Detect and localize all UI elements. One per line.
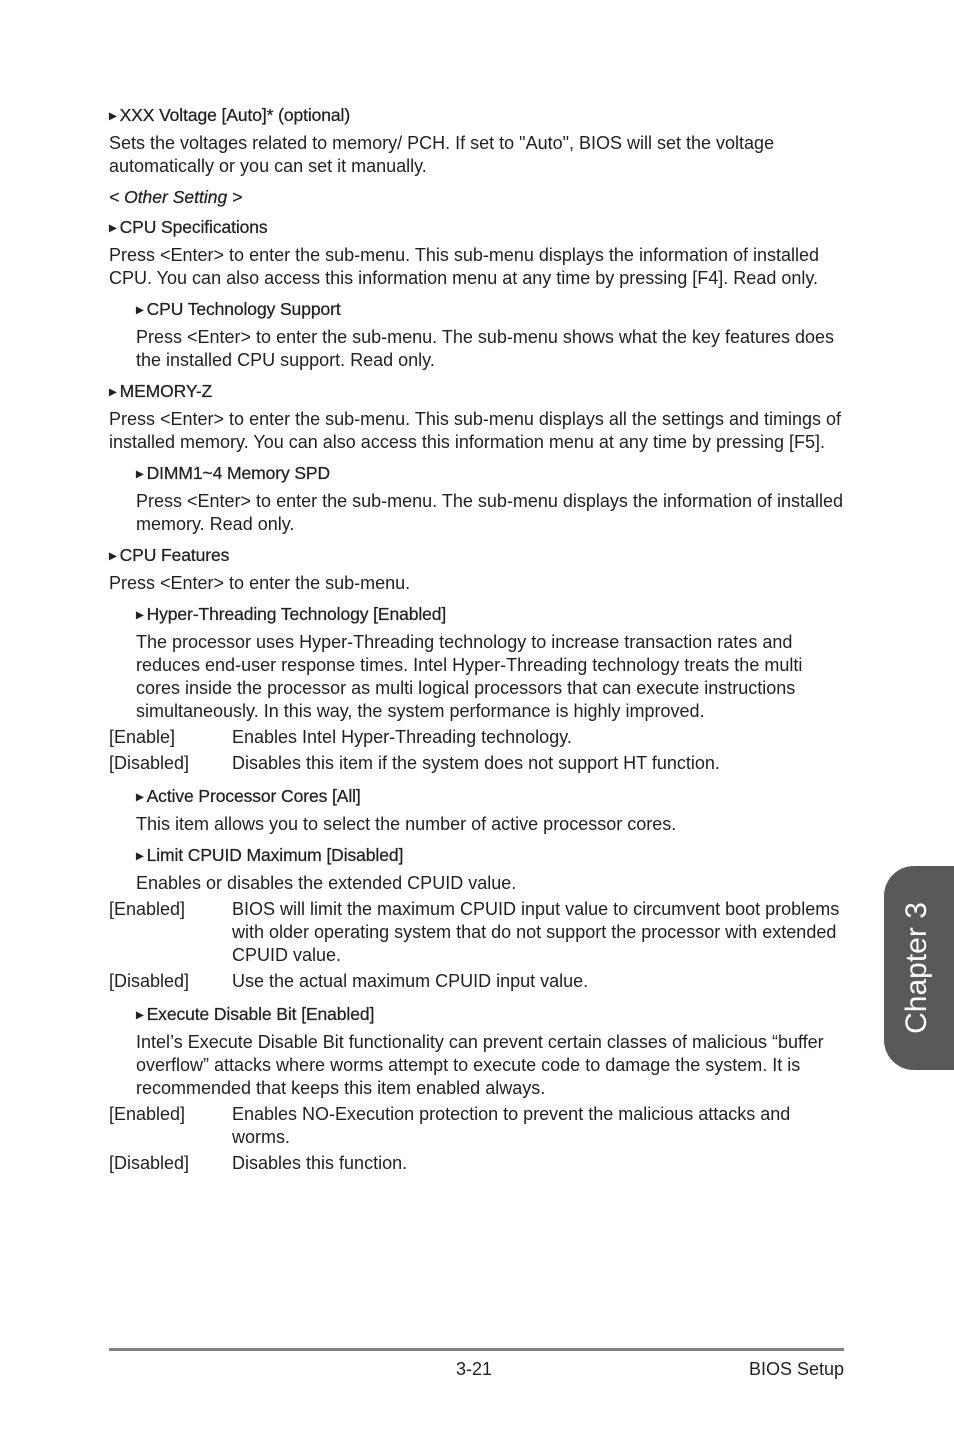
setting-heading-text: Limit CPUID Maximum [Disabled] xyxy=(146,845,404,865)
triangle-bullet-icon: ▶ xyxy=(136,305,144,316)
footer-divider xyxy=(109,1348,844,1351)
triangle-bullet-icon: ▶ xyxy=(136,469,144,480)
triangle-bullet-icon: ▶ xyxy=(136,1010,144,1021)
option-value: [Enabled] xyxy=(109,899,186,919)
option-row xyxy=(109,1152,849,1175)
setting-heading-text: CPU Features xyxy=(119,545,230,565)
setting-heading-text: Hyper-Threading Technology [Enabled] xyxy=(146,604,447,624)
setting-heading-text: MEMORY-Z xyxy=(119,381,213,401)
setting-heading xyxy=(109,104,849,128)
option-description: Enables Intel Hyper-Threading technology. xyxy=(232,727,572,747)
triangle-bullet-icon: ▶ xyxy=(109,111,117,122)
option-description: Disables this function. xyxy=(232,1153,408,1173)
description-paragraph: Press <Enter> to enter the sub-menu. xyxy=(109,573,411,593)
setting-heading xyxy=(136,844,849,868)
chapter-tab xyxy=(884,866,954,1070)
setting-heading-text: DIMM1~4 Memory SPD xyxy=(146,463,331,483)
triangle-bullet-icon: ▶ xyxy=(109,387,117,398)
option-description: Enables NO-Execution protection to prevent the malicious attacks and worms. xyxy=(232,1104,791,1147)
description-paragraph: Press <Enter> to enter the sub-menu. The sub-menu shows what the key features does the installed CPU support. Read only. xyxy=(136,327,835,370)
setting-heading xyxy=(136,785,849,809)
chapter-tab-label: Chapter 3 xyxy=(900,902,933,1034)
option-value: [Enable] xyxy=(109,727,176,747)
setting-heading-text: Active Processor Cores [All] xyxy=(146,786,361,806)
triangle-bullet-icon: ▶ xyxy=(109,551,117,562)
option-value: [Disabled] xyxy=(109,1153,190,1173)
setting-heading xyxy=(136,603,849,627)
description-paragraph: Intel’s Execute Disable Bit functionality can prevent certain classes of malicious “buffer overflow” attacks where worms attempt to execute code to damage the system. It is recommended that keeps this item enabled always. xyxy=(136,1032,824,1098)
option-row xyxy=(109,726,849,749)
description-paragraph: Sets the voltages related to memory/ PCH. If set to "Auto", BIOS will set the voltage automatically or you can set it manually. xyxy=(109,133,775,176)
option-value: [Enabled] xyxy=(109,1104,186,1124)
option-row xyxy=(109,898,849,967)
triangle-bullet-icon: ▶ xyxy=(136,610,144,621)
setting-heading xyxy=(109,216,849,240)
triangle-bullet-icon: ▶ xyxy=(136,792,144,803)
option-row xyxy=(109,1103,849,1149)
triangle-bullet-icon: ▶ xyxy=(136,851,144,862)
option-row xyxy=(109,752,849,775)
section-label: < Other Setting > xyxy=(109,187,243,207)
setting-heading xyxy=(109,544,849,568)
option-description: BIOS will limit the maximum CPUID input value to circumvent boot problems with older operating system that do not support the processor with extended CPUID value. xyxy=(232,899,840,965)
description-paragraph: Enables or disables the extended CPUID value. xyxy=(136,873,517,893)
setting-heading xyxy=(109,380,849,404)
footer-title: BIOS Setup xyxy=(748,1359,844,1379)
option-value: [Disabled] xyxy=(109,971,190,991)
description-paragraph: The processor uses Hyper-Threading technology to increase transaction rates and reduces end-user response times. Intel Hyper-Threading technology treats the multi cores inside the processor as multi logical processors that can execute instructions simultaneously. In this way, the system performance is highly improved. xyxy=(136,632,803,721)
description-paragraph: Press <Enter> to enter the sub-menu. The sub-menu displays the information of installed memory. Read only. xyxy=(136,491,844,534)
option-row xyxy=(109,970,849,993)
setting-heading xyxy=(136,298,849,322)
setting-heading-text: CPU Specifications xyxy=(119,217,268,237)
option-value: [Disabled] xyxy=(109,753,190,773)
option-description: Disables this item if the system does not support HT function. xyxy=(232,753,720,773)
option-description: Use the actual maximum CPUID input value. xyxy=(232,971,589,991)
description-paragraph: Press <Enter> to enter the sub-menu. This sub-menu displays the information of installed CPU. You can also access this information menu at any time by pressing [F4]. Read only. xyxy=(109,245,820,288)
setting-heading xyxy=(136,1003,849,1027)
description-paragraph: This item allows you to select the number of active processor cores. xyxy=(136,814,677,834)
manual-content xyxy=(109,104,849,1185)
setting-heading-text: CPU Technology Support xyxy=(146,299,341,319)
setting-heading-text: Execute Disable Bit [Enabled] xyxy=(146,1004,375,1024)
page-number: 3-21 xyxy=(456,1359,493,1379)
setting-heading-text: XXX Voltage [Auto]* (optional) xyxy=(119,105,351,125)
description-paragraph: Press <Enter> to enter the sub-menu. This sub-menu displays all the settings and timings of installed memory. You can also access this information menu at any time by pressing [F5]. xyxy=(109,409,842,452)
triangle-bullet-icon: ▶ xyxy=(109,223,117,234)
setting-heading xyxy=(136,462,849,486)
